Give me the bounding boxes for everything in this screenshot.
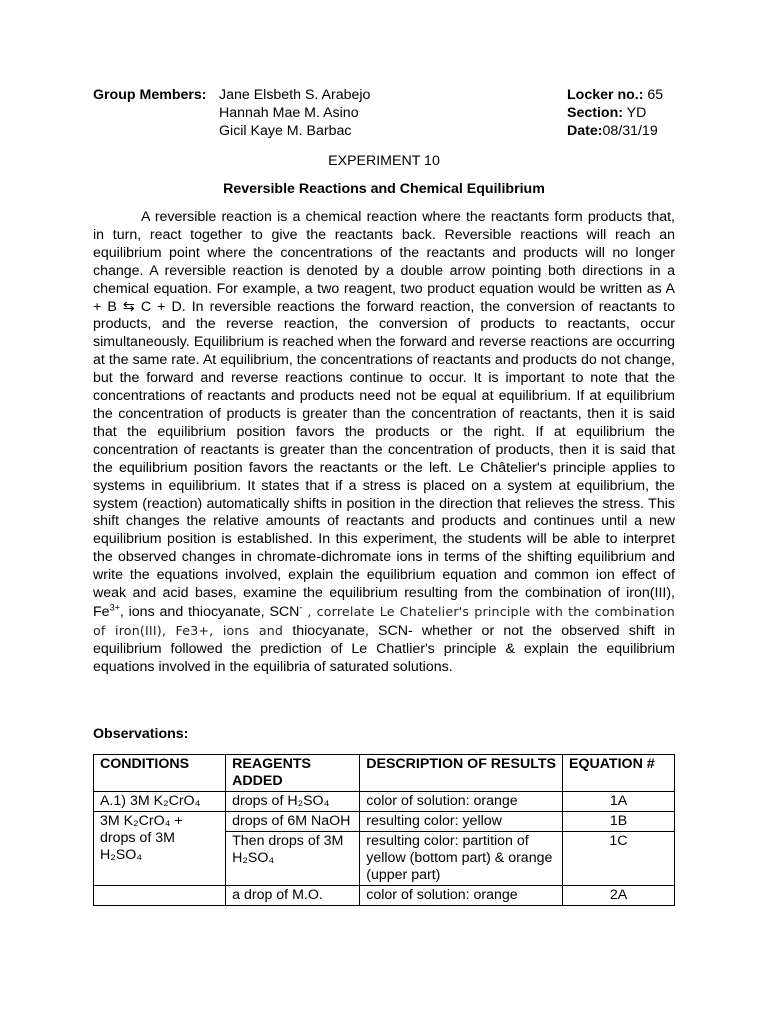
header-row-3 (93, 122, 678, 140)
table-row (94, 792, 675, 812)
member-name: Hannah Mae M. Asino (219, 105, 359, 121)
section-field (567, 104, 646, 122)
header-row-2 (93, 104, 678, 122)
table-cell: drops of 6M NaOH (226, 812, 360, 832)
member-name: Gicil Kaye M. Barbac (219, 123, 352, 139)
superscript: - (299, 602, 303, 613)
observations-heading: Observations: (93, 726, 189, 742)
table-cell: 3M K₂CrO₄ + drops of 3M H₂SO₄ (94, 812, 226, 886)
paragraph-text: thiocyanate, SCN- whether or not the observed shift in equilibrium followed the prediction of Le Chatlier's principle & explain the equilibrium equations involved in the equilibria of saturated solutions. (93, 622, 675, 675)
member-name: Jane Elsbeth S. Arabejo (219, 87, 371, 103)
locker-label: Locker no.: (567, 87, 644, 103)
header-row-1 (93, 86, 678, 104)
table-cell: 1B (563, 812, 675, 832)
locker-value: 65 (643, 87, 664, 103)
column-header: EQUATION # (563, 755, 675, 792)
experiment-number: EXPERIMENT 10 (328, 153, 440, 169)
table-cell: Then drops of 3M H₂SO₄ (226, 832, 360, 886)
table-cell: color of solution: orange (360, 792, 563, 812)
date-value: 08/31/19 (602, 123, 658, 139)
table-header-row (94, 755, 675, 792)
table-cell (94, 886, 226, 906)
table-cell: drops of H₂SO₄ (226, 792, 360, 812)
table-cell: A.1) 3M K₂CrO₄ (94, 792, 226, 812)
group-members-label: Group Members: (93, 87, 207, 103)
date-label: Date: (567, 123, 603, 139)
table-cell: 1A (563, 792, 675, 812)
table-row (94, 886, 675, 906)
table-row (94, 812, 675, 832)
table-cell: 2A (563, 886, 675, 906)
locker-field (567, 86, 663, 104)
table-cell: resulting color: yellow (360, 812, 563, 832)
column-header: CONDITIONS (94, 755, 226, 792)
table-cell: a drop of M.O. (226, 886, 360, 906)
table-cell: 1C (563, 832, 675, 886)
pasted-text-line: , correlate Le Chatelier's principle with the combination of iron(III), Fe3+, ions and (93, 603, 675, 638)
column-header: REAGENTS ADDED (226, 755, 360, 792)
section-label: Section: (567, 105, 623, 121)
superscript: 3+ (109, 602, 120, 613)
header-block (93, 86, 678, 140)
observations-table (93, 754, 675, 906)
table-cell: color of solution: orange (360, 886, 563, 906)
section-value: YD (622, 105, 647, 121)
paragraph-text: A reversible reaction is a chemical reaction where the reactants form products that, in turn, react together to give the reactants back. Reversible reactions will reach an equilibrium point where the concentrations of the reactants and products will no longer change. A reversible reaction is denoted by a double arrow pointing both directions in a chemical equation. For example, a two reagent, two product equation would be written as A + B ⇆ C + D. In reversible reactions the forward reaction, the conversion of reactants to products, and the reverse reaction, the conversion of products to reactants, occur simultaneously. Equilibrium is reached when the forward and reverse reactions are occurring at the same rate. At equilibrium, the concentrations of reactants and products do not change, but the forward and reverse reactions continue to occur. It is important to note that the concentrations of reactants and products need not be equal at equilibrium. If at equilibrium the concentration of products is greater than the concentration of reactants, then it is said that the equilibrium position favors the products or the right. If at equilibrium the concentration of reactants is greater than the concentration of products, then it is said that the equilibrium position favors the reactants or the left. Le Châtelier's principle applies to systems in equilibrium. It states that if a stress is placed on a system at equilibrium, the system (reaction) automatically shifts in position in the direction that relieves the stress. This shift changes the relative amounts of reactants and products and continues until a new equilibrium position is established. In this experiment, the students will be able to interpret the observed changes in chromate-dichromate ions in terms of the shifting equilibrium and write the equations involved, explain the equilibrium equation and common ion effect of weak and acid bases, examine the equilibrium resulting from the combination of iron(III), Fe (93, 209, 675, 620)
paragraph-text: , ions and thiocyanate, SCN (119, 603, 300, 620)
table-cell: resulting color: partition of yellow (bottom part) & orange (upper part) (360, 832, 563, 886)
document-title: Reversible Reactions and Chemical Equilibrium (223, 181, 545, 197)
date-field (567, 122, 658, 140)
column-header: DESCRIPTION OF RESULTS (360, 755, 563, 792)
intro-paragraph (93, 209, 675, 677)
